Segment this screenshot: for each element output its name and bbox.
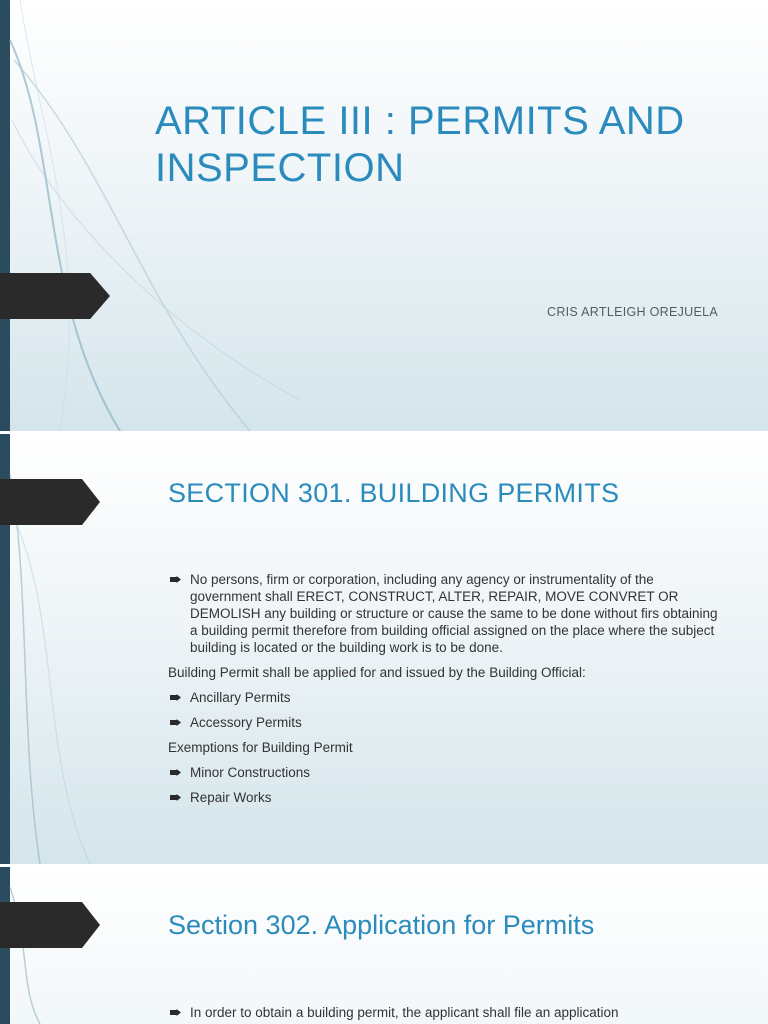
bullet-arrow-icon (170, 794, 181, 801)
arrow-tab-icon (0, 479, 100, 525)
slide-title (0, 0, 768, 431)
slide-1-title: ARTICLE III : PERMITS AND INSPECTION (155, 99, 685, 190)
slide-2-title: SECTION 301. BUILDING PERMITS (168, 478, 620, 508)
slide-2-body (168, 571, 728, 806)
repair-works: Repair Works (190, 790, 272, 805)
slide-1-author: CRIS ARTLEIGH OREJUELA (547, 305, 718, 319)
application-text: In order to obtain a building permit, the applicant shall file an application (190, 1005, 619, 1020)
accessory-permits: Accessory Permits (190, 715, 302, 730)
bullet-arrow-icon (170, 1009, 181, 1016)
exemptions-heading: Exemptions for Building Permit (168, 740, 353, 755)
decorative-swoosh (0, 0, 300, 431)
applied-heading: Building Permit shall be applied for and issued by the Building Official: (168, 665, 586, 680)
slide-3-body (168, 1004, 728, 1021)
bullet-arrow-icon (170, 576, 181, 583)
arrow-tab-icon (0, 273, 110, 319)
minor-constructions: Minor Constructions (190, 765, 311, 780)
bullet-arrow-icon (170, 694, 181, 701)
list-item (168, 571, 728, 656)
slide-sidebar (0, 0, 10, 431)
slide-3-title: Section 302. Application for Permits (168, 910, 595, 940)
intro-text: No persons, firm or corporation, including any agency or instrumentality of the government shall ERECT, CONSTRUCT, ALTER, REPAIR, MOVE CONVRET OR DEMOLISH any building or structure or cause the same to be done without firs obtaining a building permit therefore from building official assigned on the place where the subject building is located or the building work is to be done. (190, 572, 718, 655)
list-item (168, 689, 728, 706)
ancillary-permits: Ancillary Permits (190, 690, 291, 705)
bullet-arrow-icon (170, 719, 181, 726)
list-item (168, 714, 728, 731)
list-item (168, 789, 728, 806)
slide-section-302 (0, 867, 768, 1024)
arrow-tab-icon (0, 902, 100, 948)
list-item (168, 764, 728, 781)
bullet-arrow-icon (170, 769, 181, 776)
list-item (168, 1004, 728, 1021)
